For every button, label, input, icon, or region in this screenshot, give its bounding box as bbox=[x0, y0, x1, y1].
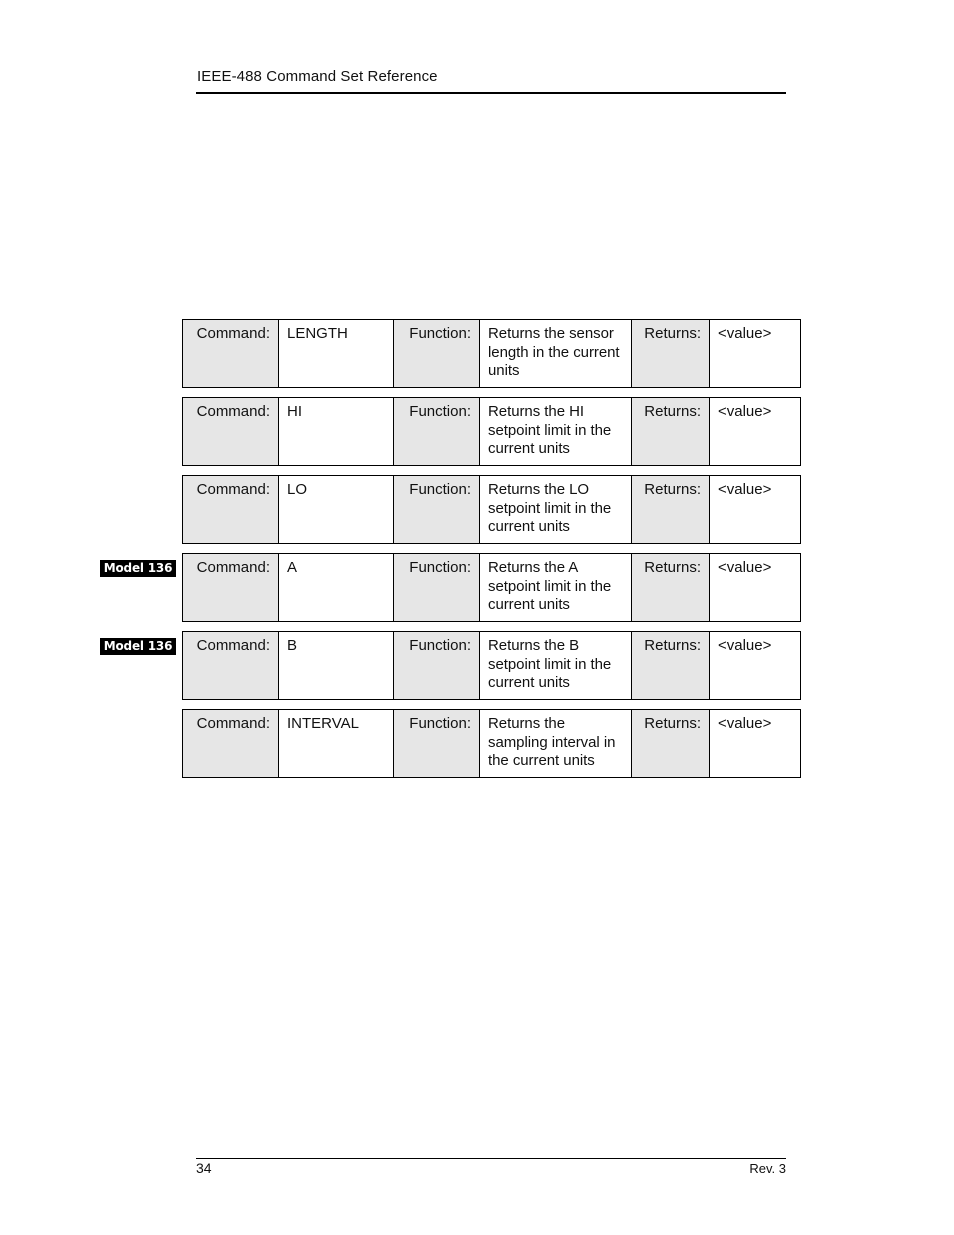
command-label: Command: bbox=[183, 476, 279, 544]
returns-label: Returns: bbox=[632, 320, 710, 388]
returns-label: Returns: bbox=[632, 398, 710, 466]
returns-label: Returns: bbox=[632, 476, 710, 544]
function-description: Returns the A setpoint limit in the current units bbox=[480, 554, 632, 622]
table-row bbox=[183, 476, 801, 544]
table-row bbox=[183, 632, 801, 700]
function-label: Function: bbox=[394, 320, 480, 388]
returns-value: <value> bbox=[710, 398, 801, 466]
returns-label: Returns: bbox=[632, 632, 710, 700]
function-label: Function: bbox=[394, 554, 480, 622]
command-table-length bbox=[182, 319, 801, 388]
command-label: Command: bbox=[183, 398, 279, 466]
returns-value: <value> bbox=[710, 710, 801, 778]
returns-value: <value> bbox=[710, 320, 801, 388]
command-table-b bbox=[182, 631, 801, 700]
command-table-interval bbox=[182, 709, 801, 778]
function-description: Returns the B setpoint limit in the current units bbox=[480, 632, 632, 700]
command-name: INTERVAL bbox=[279, 710, 394, 778]
command-name: HI bbox=[279, 398, 394, 466]
page-footer bbox=[196, 1158, 786, 1183]
revision-label: Rev. 3 bbox=[749, 1161, 786, 1176]
command-name: B bbox=[279, 632, 394, 700]
function-label: Function: bbox=[394, 632, 480, 700]
function-label: Function: bbox=[394, 398, 480, 466]
function-label: Function: bbox=[394, 710, 480, 778]
function-description: Returns the LO setpoint limit in the current units bbox=[480, 476, 632, 544]
table-row bbox=[183, 710, 801, 778]
returns-label: Returns: bbox=[632, 554, 710, 622]
page-header bbox=[196, 66, 786, 94]
command-table-lo bbox=[182, 475, 801, 544]
model-136-badge: Model 136 bbox=[100, 560, 176, 577]
command-name: LO bbox=[279, 476, 394, 544]
command-label: Command: bbox=[183, 710, 279, 778]
function-description: Returns the HI setpoint limit in the current units bbox=[480, 398, 632, 466]
command-label: Command: bbox=[183, 320, 279, 388]
table-row bbox=[183, 320, 801, 388]
function-label: Function: bbox=[394, 476, 480, 544]
command-table-hi bbox=[182, 397, 801, 466]
returns-value: <value> bbox=[710, 476, 801, 544]
command-table-a bbox=[182, 553, 801, 622]
header-title: IEEE-488 Command Set Reference bbox=[197, 68, 438, 85]
returns-label: Returns: bbox=[632, 710, 710, 778]
command-name: LENGTH bbox=[279, 320, 394, 388]
returns-value: <value> bbox=[710, 554, 801, 622]
returns-value: <value> bbox=[710, 632, 801, 700]
command-label: Command: bbox=[183, 632, 279, 700]
function-description: Returns the sensor length in the current units bbox=[480, 320, 632, 388]
command-label: Command: bbox=[183, 554, 279, 622]
table-row bbox=[183, 554, 801, 622]
table-row bbox=[183, 398, 801, 466]
page-number: 34 bbox=[196, 1160, 212, 1176]
model-136-badge: Model 136 bbox=[100, 638, 176, 655]
command-name: A bbox=[279, 554, 394, 622]
function-description: Returns the sampling interval in the current units bbox=[480, 710, 632, 778]
